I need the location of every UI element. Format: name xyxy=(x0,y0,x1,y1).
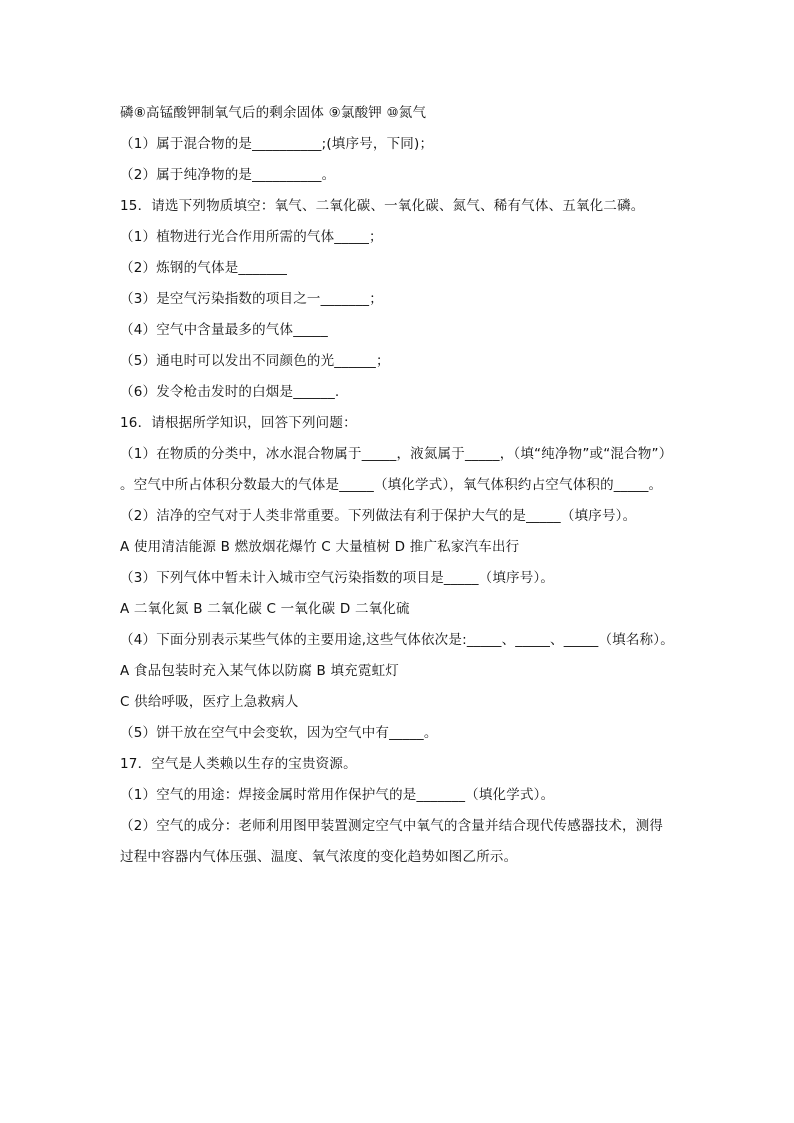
text-line-q16-part1-cont: 。空气中所占体积分数最大的气体是_____（填化学式），氧气体积约占空气体积的_____。 xyxy=(120,477,663,493)
text-line-q17-stem: 17．空气是人类赖以生存的宝贵资源。 xyxy=(120,756,357,772)
text-line-q16-part1: （1）在物质的分类中，冰水混合物属于_____，液氮属于_____，（填“纯净物”或“混合物”） xyxy=(120,446,673,462)
text-line-q15-part2: （2）炼钢的气体是_______ xyxy=(120,260,288,276)
text-line-q14-part2: （2）属于纯净物的是__________。 xyxy=(120,167,336,183)
text-line-q16-part4-options-ab: A 食品包装时充入某气体以防腐 B 填充霓虹灯 xyxy=(120,663,399,679)
text-line-q16-part2: （2）洁净的空气对于人类非常重要。下列做法有利于保护大气的是_____（填序号）。 xyxy=(120,508,637,524)
text-line-options-continued: 磷⑧高锰酸钾制氧气后的剩余固体 ⑨氯酸钾 ⑩氮气 xyxy=(120,105,427,121)
text-line-q15-part1: （1）植物进行光合作用所需的气体_____； xyxy=(120,229,383,245)
text-line-q16-part4-option-c: C 供给呼吸，医疗上急救病人 xyxy=(120,694,299,710)
text-line-q16-part4: （4）下面分别表示某些气体的主要用途,这些气体依次是:_____、_____、_____（填名称）。 xyxy=(120,632,674,648)
text-line-q15-part4: （4）空气中含量最多的气体_____ xyxy=(120,322,328,338)
text-line-q15-part3: （3）是空气污染指数的项目之一_______； xyxy=(120,291,383,307)
text-line-q14-part1: （1）属于混合物的是__________;(填序号，下同)； xyxy=(120,136,434,152)
text-line-q16-part3: （3）下列气体中暂未计入城市空气污染指数的项目是_____（填序号）。 xyxy=(120,570,555,586)
text-line-q16-stem: 16．请根据所学知识，回答下列问题： xyxy=(120,415,357,431)
text-line-q17-part1: （1）空气的用途：焊接金属时常用作保护气的是_______（填化学式）。 xyxy=(120,787,555,803)
text-line-q17-part2: （2）空气的成分：老师利用图甲装置测定空气中氧气的含量并结合现代传感器技术，测得 xyxy=(120,818,664,834)
text-line-q16-part3-options: A 二氧化氮 B 二氧化碳 C 一氧化碳 D 二氧化硫 xyxy=(120,601,410,617)
text-line-q17-part2-cont: 过程中容器内气体压强、温度、氧气浓度的变化趋势如图乙所示。 xyxy=(120,849,518,865)
text-line-q16-part5: （5）饼干放在空气中会变软，因为空气中有_____。 xyxy=(120,725,438,741)
text-line-q15-part6: （6）发令枪击发时的白烟是______. xyxy=(120,384,340,400)
text-line-q15-part5: （5）通电时可以发出不同颜色的光______； xyxy=(120,353,390,369)
text-line-q16-part2-options: A 使用清洁能源 B 燃放烟花爆竹 C 大量植树 D 推广私家汽车出行 xyxy=(120,539,520,555)
text-line-q15-stem: 15．请选下列物质填空：氧气、二氧化碳、一氧化碳、氮气、稀有气体、五氧化二磷。 xyxy=(120,198,645,214)
